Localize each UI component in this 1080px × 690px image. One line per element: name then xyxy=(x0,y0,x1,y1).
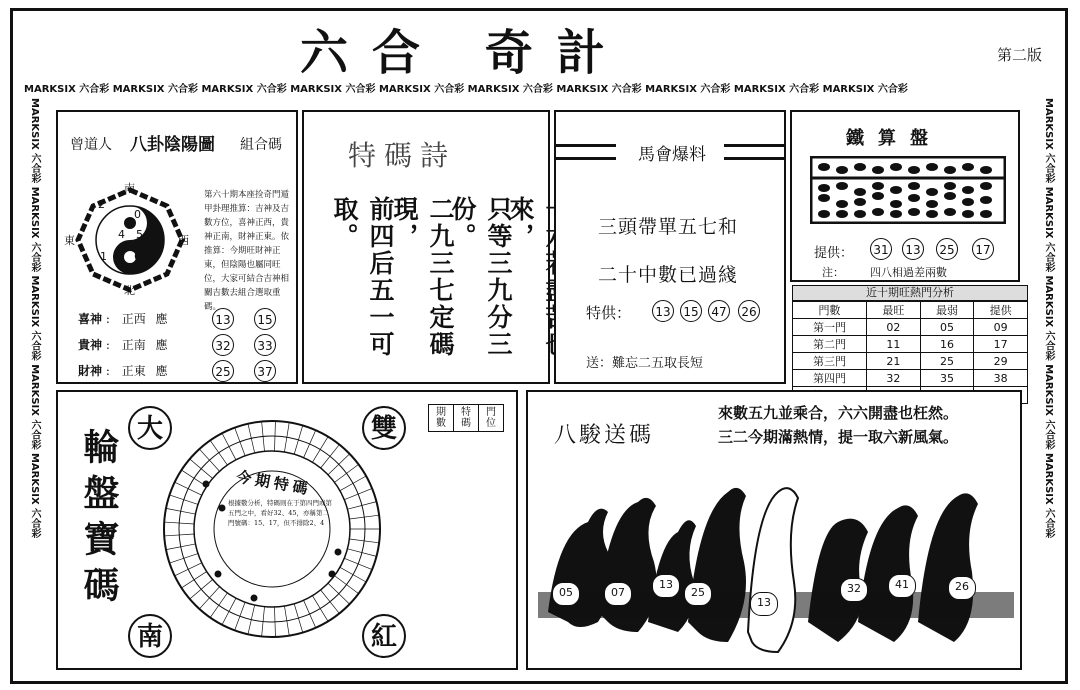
bagua-header-left: 曾道人 xyxy=(70,137,112,153)
eight-horses-poem2: 三二今期滿熱情，提一取六新風氣。 xyxy=(718,428,959,446)
bagua-panel xyxy=(56,110,298,384)
row-word: 應 xyxy=(155,312,168,326)
corner-char: 紅 xyxy=(362,614,406,658)
horse-news-panel xyxy=(554,110,786,384)
horse-number: 13 xyxy=(750,592,778,616)
table-cell: 第四門 xyxy=(793,370,867,387)
direction-west: 西 xyxy=(178,234,189,247)
roulette-wheel xyxy=(162,412,382,646)
bagua-num: 6 xyxy=(134,250,141,263)
poem-line: 只等三九分三份。 xyxy=(448,196,513,358)
row-word: 應 xyxy=(155,364,168,378)
column-header: 最弱 xyxy=(920,302,974,319)
number-circle: 15 xyxy=(254,308,276,330)
direction-east: 東 xyxy=(64,234,75,247)
border-strip-right: MARKSIX 六合彩 MARKSIX 六合彩 MARKSIX 六合彩 MARKSIX 六合彩 MARKSIX 六合彩 xyxy=(1043,98,1054,539)
poem-line: 來， xyxy=(506,196,535,250)
send-text: 送：難忘二五取長短 xyxy=(586,356,704,371)
table-cell: 09 xyxy=(974,319,1028,336)
bagua-description: 第六十期本座捡奇門遁甲卦理推算：吉神及吉數方位，喜神正西，貴神正南，財神正東。依推算：今期旺財神正東，但陰陽也屬同旺位，大家可結合吉神相關吉數去組合選取重碼。 xyxy=(204,190,290,312)
number-circle: 13 xyxy=(902,238,924,260)
eight-horses-poem1: 來數五九並乘合，六六開盡也枉然。 xyxy=(718,404,959,422)
wheel-panel xyxy=(56,390,518,670)
bagua-header-right: 組合碼 xyxy=(240,137,282,153)
number-circle: 33 xyxy=(254,334,276,356)
row-name: 貴神 xyxy=(78,338,103,352)
table-cell: 32 xyxy=(867,370,921,387)
special-label: 特供： xyxy=(586,304,632,322)
abacus-panel xyxy=(790,110,1020,282)
legend-cell: 門位 xyxy=(479,405,504,432)
column-header: 門數 xyxy=(793,302,867,319)
table-cell: 38 xyxy=(974,370,1028,387)
horse-number: 26 xyxy=(948,576,976,600)
legend-cell: 期數 xyxy=(429,405,454,432)
horse-news-title: 馬會爆料 xyxy=(638,145,706,165)
horse-number: 13 xyxy=(652,574,680,598)
wheel-side-title: 輪盤寶碼 xyxy=(78,428,120,612)
horse-number: 05 xyxy=(552,582,580,606)
row-name: 喜神 xyxy=(78,312,103,326)
horse-number: 25 xyxy=(684,582,712,606)
number-circle: 13 xyxy=(212,308,234,330)
horses-illustration xyxy=(538,472,1014,662)
number-circle: 15 xyxy=(680,300,702,322)
column-header: 提供 xyxy=(974,302,1028,319)
number-circle: 25 xyxy=(936,238,958,260)
table-header-row xyxy=(793,302,1028,319)
table-cell: 11 xyxy=(867,336,921,353)
row-name: 財神 xyxy=(78,364,103,378)
table-cell: 35 xyxy=(920,370,974,387)
table-row xyxy=(793,370,1028,387)
bagua-num: 5 xyxy=(136,228,143,241)
abacus-graphic xyxy=(810,156,1006,224)
table-cell: 第二門 xyxy=(793,336,867,353)
wheel-center-title: 今期特碼 xyxy=(234,467,313,499)
number-circle: 37 xyxy=(254,360,276,382)
table-cell: 16 xyxy=(920,336,974,353)
bagua-num: 0 xyxy=(134,208,141,221)
row-word: 應 xyxy=(155,338,168,352)
table-row xyxy=(793,353,1028,370)
horse-number: 07 xyxy=(604,582,632,606)
horse-news-line2: 二十中數已過綫 xyxy=(598,264,739,286)
horse-number: 41 xyxy=(888,574,916,598)
legend-cell: 特碼 xyxy=(454,405,479,432)
border-strip-left: MARKSIX 六合彩 MARKSIX 六合彩 MARKSIX 六合彩 MARKSIX 六合彩 MARKSIX 六合彩 xyxy=(29,98,40,539)
table-row xyxy=(793,336,1028,353)
bagua-row: 喜神 : 正西 應 13 15 xyxy=(78,310,288,336)
poem-panel xyxy=(302,110,550,384)
bagua-num: 4 xyxy=(118,228,125,241)
wheel-center-text: 根據數分析，特碼則在于第四門或第五門之中，看好32、45，亦稱第二門號碼：15、17，但不排除2、4 xyxy=(228,499,332,527)
horse-news-line1: 三頭帶單五七和 xyxy=(598,216,739,238)
table-row xyxy=(793,319,1028,336)
analysis-panel xyxy=(792,285,1028,385)
table-cell: 21 xyxy=(867,353,921,370)
table-cell: 29 xyxy=(974,353,1028,370)
row-dir: 正南 xyxy=(121,338,146,352)
table-cell: 第一門 xyxy=(793,319,867,336)
analysis-table xyxy=(792,301,1028,404)
bagua-num: 1 xyxy=(100,250,107,263)
row-dir: 正東 xyxy=(121,364,146,378)
supply-label: 提供： xyxy=(814,246,854,261)
analysis-title: 近十期旺熱門分析 xyxy=(792,285,1028,301)
bagua-header-title: 八卦陰陽圖 xyxy=(130,135,215,155)
number-circle: 32 xyxy=(212,334,234,356)
eight-horses-panel xyxy=(526,390,1022,670)
title-rule xyxy=(556,144,616,160)
page-title: 六合 奇計 xyxy=(300,25,629,81)
poem-line: 二九三七定碼現， xyxy=(390,196,455,358)
row-dir: 正西 xyxy=(121,312,146,326)
edition-label: 第二版 xyxy=(996,46,1042,64)
table-cell: 02 xyxy=(867,319,921,336)
number-circle: 26 xyxy=(738,300,760,322)
table-cell: 05 xyxy=(920,319,974,336)
legend-row xyxy=(429,405,504,432)
note-text: 四八相過差兩數 xyxy=(870,266,947,279)
note-label: 注： xyxy=(822,266,844,279)
corner-char: 大 xyxy=(128,406,172,450)
corner-char: 南 xyxy=(128,614,172,658)
column-header: 最旺 xyxy=(867,302,921,319)
wheel-legend xyxy=(428,404,504,432)
bagua-row: 財神 : 正東 應 25 37 xyxy=(78,362,288,388)
eight-horses-title: 八駿送碼 xyxy=(554,423,655,448)
table-cell: 25 xyxy=(920,353,974,370)
corner-char: 雙 xyxy=(362,406,406,450)
border-strip-top: MARKSIX 六合彩 MARKSIX 六合彩 MARKSIX 六合彩 MARKSIX 六合彩 MARKSIX 六合彩 MARKSIX 六合彩 MARKSIX 六合彩 MARKSIX 六合彩 MARKSIX 六合彩 MARKSIX 六合彩 xyxy=(24,84,908,95)
title-rule xyxy=(724,144,784,160)
abacus-title: 鐵算盤 xyxy=(846,128,942,149)
table-cell: 17 xyxy=(974,336,1028,353)
bagua-row: 貴神 : 正南 應 32 33 xyxy=(78,336,288,362)
direction-north: 北 xyxy=(124,284,135,297)
number-circle: 31 xyxy=(870,238,892,260)
direction-south: 南 xyxy=(124,182,135,195)
bagua-num: 2 xyxy=(98,198,105,211)
number-circle: 25 xyxy=(212,360,234,382)
bagua-rows xyxy=(78,310,288,388)
number-circle: 47 xyxy=(708,300,730,322)
poem-line: 前四后五一可取。 xyxy=(330,196,395,358)
poem-title: 特碼詩 xyxy=(348,139,457,172)
table-cell: 第三門 xyxy=(793,353,867,370)
number-circle: 13 xyxy=(652,300,674,322)
horse-number: 32 xyxy=(840,578,868,602)
number-circle: 17 xyxy=(972,238,994,260)
